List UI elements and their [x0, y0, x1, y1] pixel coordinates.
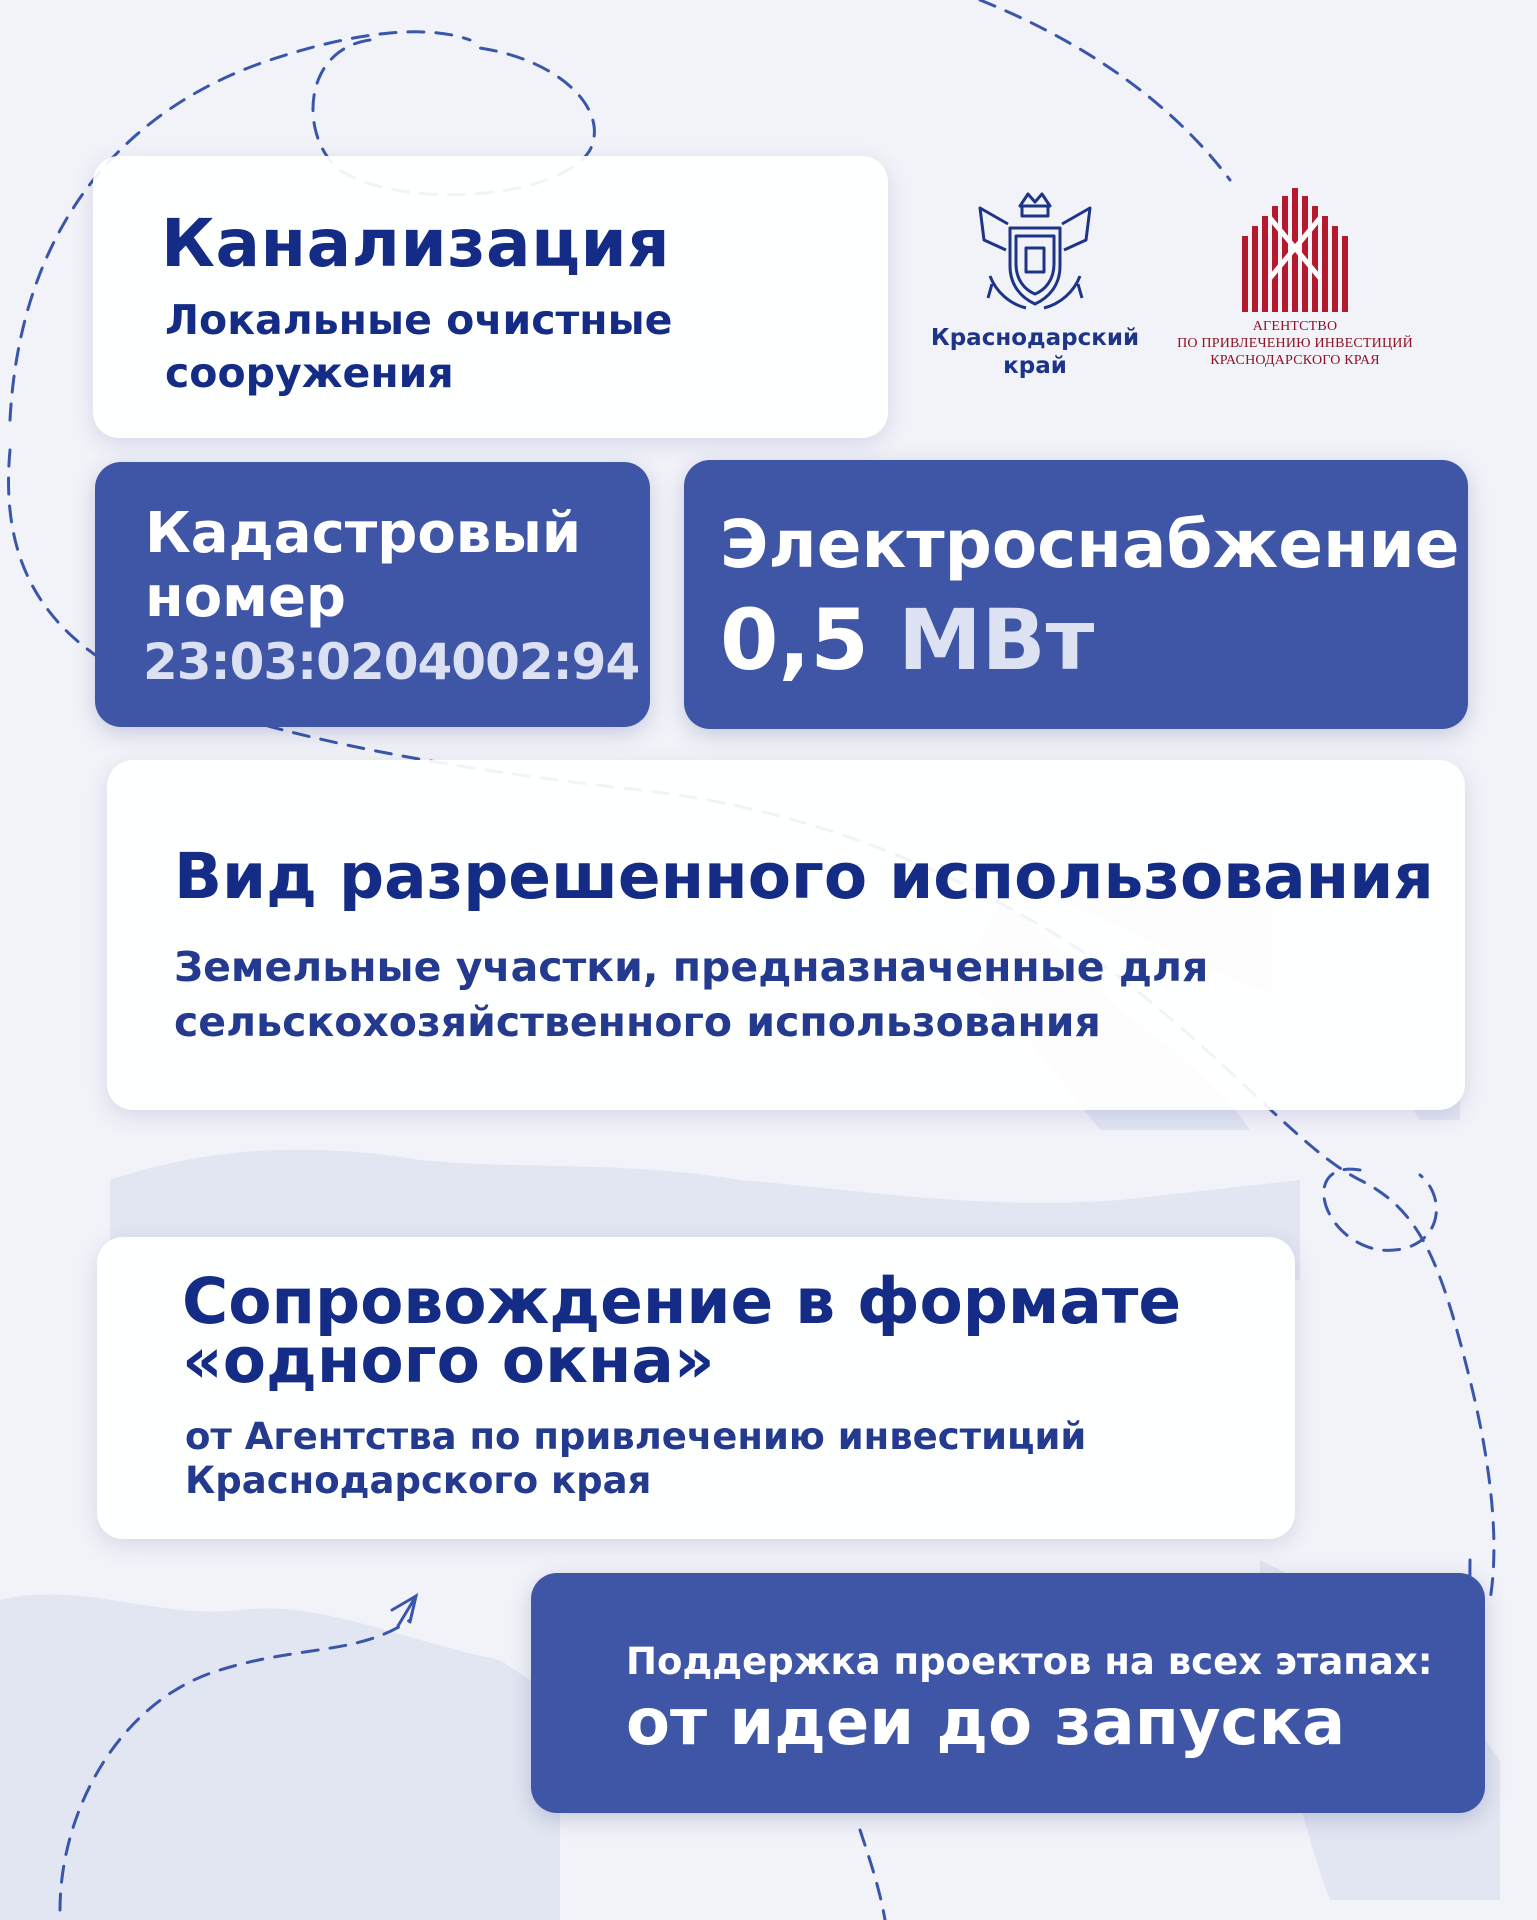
permitted-use-subtitle: Земельные участки, предназначенные для сельскохозяйственного использования: [174, 943, 1209, 1046]
agency-logo-line3: КРАСНОДАРСКОГО КРАЯ: [1210, 353, 1380, 368]
krasnodar-region-logo: [930, 188, 1140, 388]
permitted-use-title: Вид разрешенного использования: [174, 840, 1434, 913]
cadastral-label: Кадастровый номер: [145, 501, 582, 630]
agency-logo-line2: ПО ПРИВЛЕЧЕНИЮ ИНВЕСТИЦИЙ: [1177, 336, 1413, 351]
power-unit: МВт: [898, 591, 1095, 689]
support-line1: Поддержка проектов на всех этапах:: [626, 1640, 1433, 1683]
support-line2: от идеи до запуска: [626, 1686, 1346, 1760]
cadastral-number-card: [95, 462, 650, 727]
investment-agency-logo: [1150, 188, 1440, 388]
sewage-card: [93, 156, 888, 438]
agency-logo-text: [1150, 318, 1440, 369]
power-value: 0,5: [720, 591, 869, 689]
power-label: Электроснабжение: [720, 506, 1460, 583]
sewage-title: Канализация: [161, 205, 671, 282]
arrowhead: [392, 1596, 416, 1626]
power-supply-card: [684, 460, 1468, 729]
sewage-subtitle: Локальные очистные сооружения: [165, 296, 673, 397]
one-window-card: [97, 1237, 1295, 1539]
project-support-card: [531, 1573, 1485, 1813]
agency-logo-line1: АГЕНТСТВО: [1252, 319, 1338, 334]
power-value-line: [720, 591, 1095, 689]
coat-of-arms-icon: [970, 188, 1100, 318]
region-logo-text: Краснодарский край: [930, 325, 1140, 379]
one-window-subtitle: от Агентства по привлечению инвестиций Краснодарского края: [185, 1415, 1087, 1502]
agency-emblem-icon: [1240, 188, 1350, 314]
cadastral-value: 23:03:0204002:94: [143, 633, 640, 691]
one-window-title: Сопровождение в формате «одного окна»: [182, 1265, 1182, 1397]
permitted-use-card: [107, 760, 1465, 1110]
